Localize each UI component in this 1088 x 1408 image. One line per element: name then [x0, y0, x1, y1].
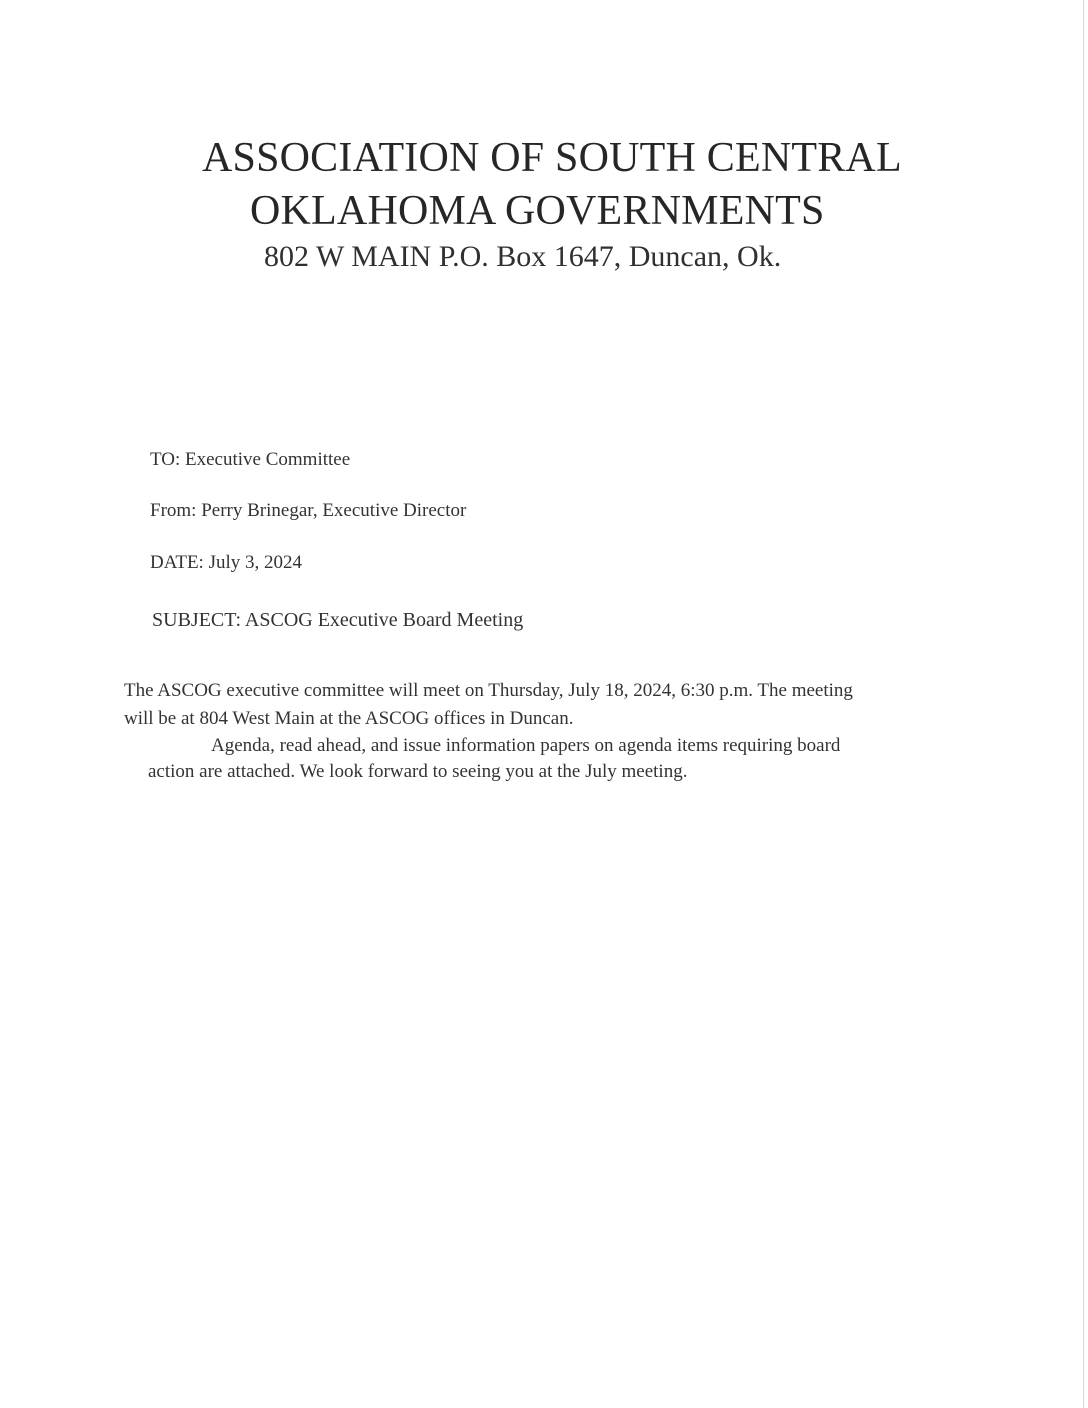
- memo-to: TO: Executive Committee: [150, 449, 351, 470]
- organization-address: 802 W MAIN P.O. Box 1647, Duncan, Ok.: [264, 240, 782, 273]
- organization-title-line-1: ASSOCIATION OF SOUTH CENTRAL: [202, 135, 902, 181]
- memo-from: From: Perry Brinegar, Executive Director: [150, 500, 467, 521]
- body-paragraph-2-line-2: action are attached. We look forward to seeing you at the July meeting.: [148, 761, 688, 782]
- body-paragraph-1-line-1: The ASCOG executive committee will meet on Thursday, July 18, 2024, 6:30 p.m. The meeting: [124, 680, 853, 701]
- memo-subject: SUBJECT: ASCOG Executive Board Meeting: [152, 609, 524, 631]
- body-paragraph-1-line-2: will be at 804 West Main at the ASCOG offices in Duncan.: [124, 708, 574, 729]
- body-paragraph-2-line-1: Agenda, read ahead, and issue information papers on agenda items requiring board: [211, 735, 841, 756]
- page-edge: [1083, 0, 1084, 1408]
- memo-date: DATE: July 3, 2024: [150, 552, 302, 573]
- organization-title-line-2: OKLAHOMA GOVERNMENTS: [250, 188, 825, 234]
